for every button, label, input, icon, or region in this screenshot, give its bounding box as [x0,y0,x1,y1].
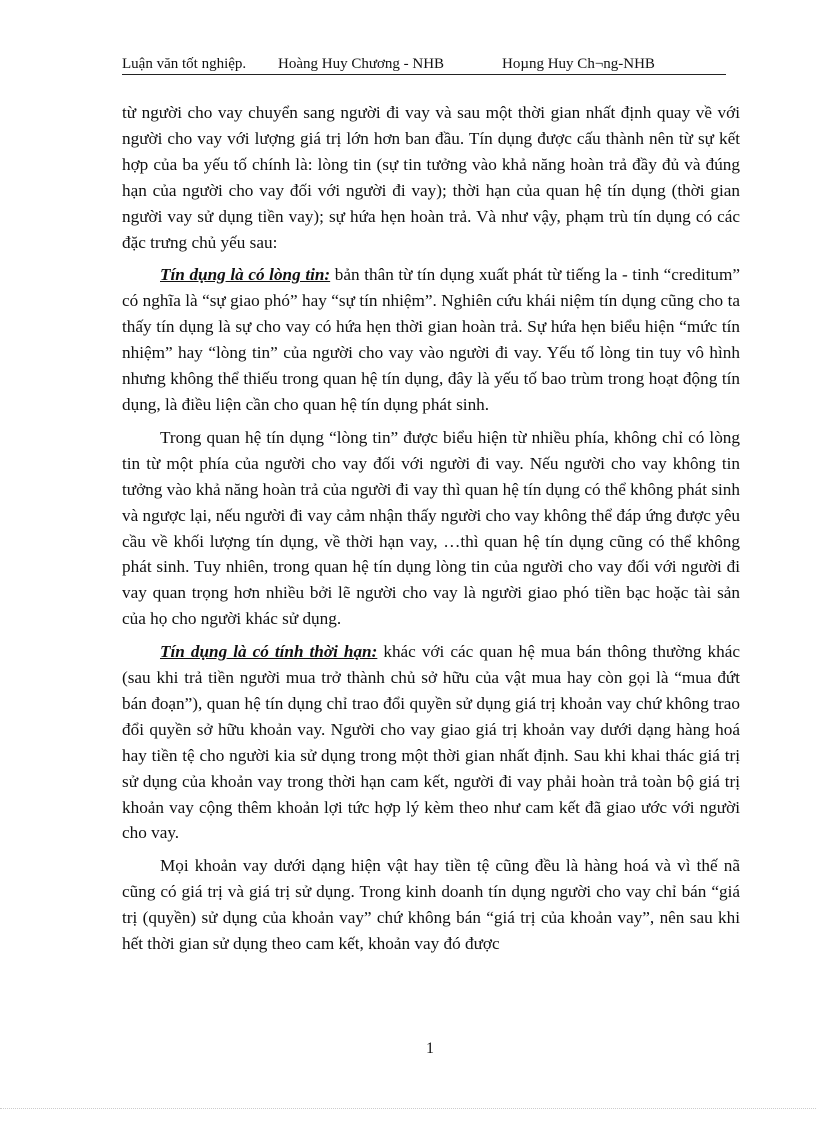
paragraph-text: Trong quan hệ tín dụng “lòng tin” được biểu hiện từ nhiều phía, không chỉ có lòng tin từ một phía của người cho vay đối với người đi vay. Nếu người cho vay không tin tưởng vào khả năng hoàn trả của người đi vay thì quan hệ tín dụng có thể không phát sinh và ngược lại, nếu người đi vay cảm nhận thấy người cho vay không thể đáp ứng được yêu cầu về khối lượng tín dụng, về thời hạn vay, …thì quan hệ tín dụng cũng có thể không phát sinh. Tuy nhiên, trong quan hệ tín dụng lòng tin của người cho vay đối với người đi vay quan trọng hơn nhiều bởi lẽ người cho vay là người giao phó tiền bạc hoặc tài sản của họ cho người khác sử dụng. [122,427,740,629]
paragraph [122,639,740,846]
paragraph [122,425,740,632]
page-bottom-divider [0,1108,816,1109]
term-heading: Tín dụng là có lòng tin: [160,265,331,285]
header-author-garbled: Hoµng Huy Ch¬ng-NHB [502,56,655,72]
page-header [122,54,726,75]
header-thesis-label: Luận văn tốt nghiệp. [122,56,247,72]
paragraph-text: bản thân từ tín dụng xuất phát từ tiếng la - tinh “creditum” có nghĩa là “sự giao phó” hay “sự tín nhiệm”. Nghiên cứu khái niệm tín dụng cũng cho ta thấy tín dụng là sự cho vay có hứa hẹn thời gian hoàn trả. Sự hứa hẹn biểu hiện “mức tín nhiệm” hay “lòng tin” của người cho vay vào người đi vay. Yếu tố lòng tin tuy vô hình nhưng không thể thiếu trong quan hệ tín dụng, đây là yếu tố bao trùm trong hoạt động tín dụng, là điều liện cần cho quan hệ tín dụng phát sinh. [122,265,740,414]
paragraph-text: từ người cho vay chuyển sang người đi vay và sau một thời gian nhất định quay về với người cho vay với lượng giá trị lớn hơn ban đầu. Tín dụng được cấu thành nên từ sự kết hợp của ba yếu tố chính là: lòng tin (sự tin tưởng vào khả năng hoàn trả đầy đủ và đúng hạn của người cho vay đối với người đi vay); thời hạn của quan hệ tín dụng (thời gian người vay sử dụng tiền vay); sự hứa hẹn hoàn trả. Và như vậy, phạm trù tín dụng có các đặc trưng chủ yếu sau: [122,103,740,252]
document-body [122,100,740,964]
header-author: Hoàng Huy Chương - NHB [278,56,445,72]
paragraph-text: khác với các quan hệ mua bán thông thường khác (sau khi trả tiền người mua trở thành chủ sở hữu của vật mua hay còn gọi là “mua đứt bán đoạn”), quan hệ tín dụng chỉ trao đổi quyền sử dụng giá trị khoản vay chứ không trao đổi quyền sở hữu khoản vay. Người cho vay giao giá trị khoản vay dưới dạng hàng hoá hay tiền tệ cho người kia sử dụng trong một thời gian nhất định. Sau khi khai thác giá trị sử dụng của khoản vay trong thời hạn cam kết, người đi vay phải hoàn trả toàn bộ giá trị khoản vay cộng thêm khoản lợi tức hợp lý kèm theo như cam kết đã giao ước với người cho vay. [122,642,741,843]
page-number: 1 [426,1040,434,1057]
paragraph [122,853,740,957]
term-heading: Tín dụng là có tính thời hạn: [160,642,378,662]
paragraph [122,262,740,417]
paragraph [122,100,740,255]
paragraph-text: Mọi khoản vay dưới dạng hiện vật hay tiền tệ cũng đều là hàng hoá và vì thế nã cũng có giá trị và giá trị sử dụng. Trong kinh doanh tín dụng người cho vay chỉ bán “giá trị (quyền) sử dụng của khoản vay” chứ không bán “giá trị của khoản vay”, nên sau khi hết thời gian sử dụng theo cam kết, khoản vay đó được [122,856,740,954]
